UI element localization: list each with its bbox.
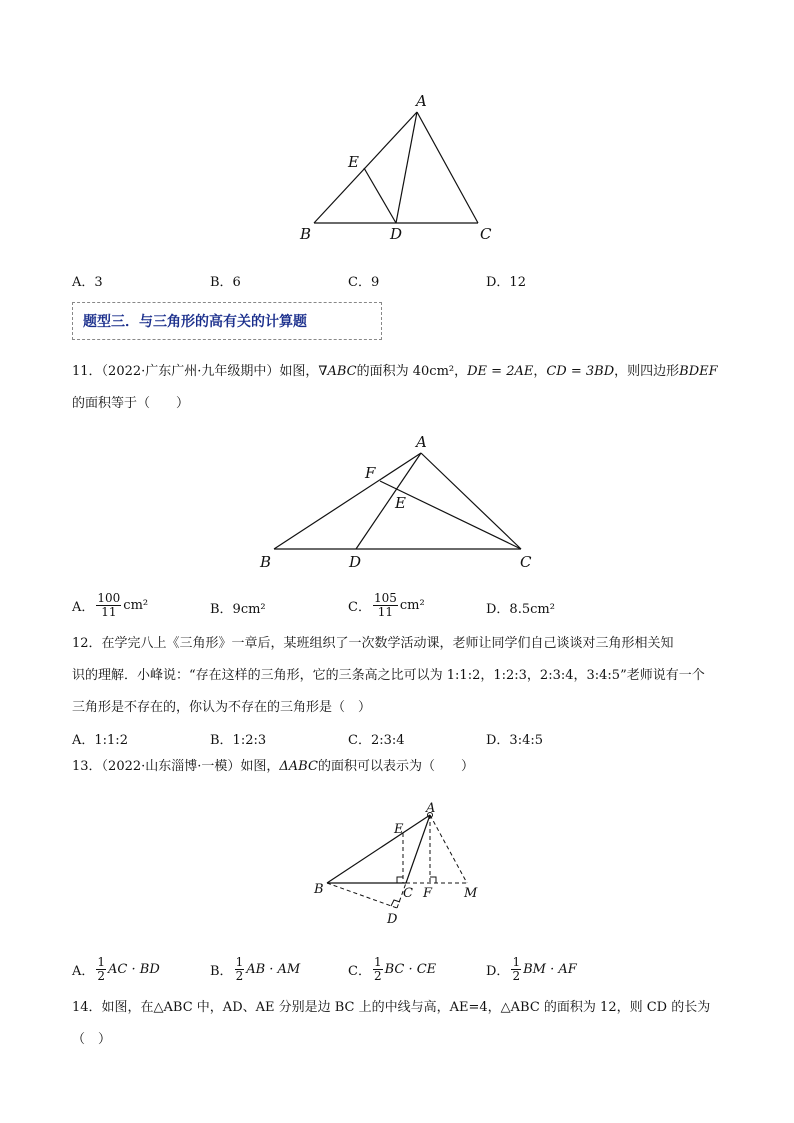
label-E: E	[348, 153, 359, 171]
q13-option-a[interactable]: A． $\frac{1}{2}$ AC · BD	[72, 955, 160, 983]
q11-option-d[interactable]: D．8.5cm²	[486, 602, 555, 617]
triangle-figure-1	[290, 90, 510, 250]
fraction: $\frac{1}{2}$	[235, 955, 244, 983]
q14-line-2: （ ）	[72, 1032, 112, 1047]
label-A: A	[416, 433, 427, 451]
q11-line-2: 的面积等于（ ）	[72, 396, 190, 411]
label-B: B	[300, 225, 312, 243]
label-B: B	[314, 882, 324, 897]
fraction: $\frac{105}{11}$	[373, 591, 397, 619]
label-C: C	[480, 225, 492, 243]
question-13	[72, 751, 732, 783]
fraction: $\frac{1}{2}$	[97, 955, 106, 983]
label-C: C	[520, 553, 532, 571]
q11-option-b[interactable]: B．9cm²	[210, 602, 266, 617]
q13-option-c[interactable]: C． $\frac{1}{2}$ BC · CE	[348, 955, 437, 983]
q11-option-a[interactable]: A． $\frac{100}{11}$ cm²	[72, 591, 149, 619]
q11-option-c[interactable]: C． $\frac{105}{11}$ cm²	[348, 591, 425, 619]
q12-option-c[interactable]: C．2:3:4	[348, 733, 405, 748]
q12-line-1: 12．在学完八上《三角形》一章后，某班组织了一次数学活动课，老师让同学们自己谈谈对三角形相关知	[72, 636, 674, 651]
label-E: E	[394, 822, 404, 837]
q13-option-b[interactable]: B． $\frac{1}{2}$ AB · AM	[210, 955, 301, 983]
q12-line-2: 识的理解．小峰说：“存在这样的三角形，它的三条高之比可以为 1:1:2，1:2:3，2:3:4，3:4:5”老师说有一个	[72, 668, 705, 683]
fraction: $\frac{1}{2}$	[512, 955, 521, 983]
question-12	[72, 628, 732, 724]
label-D: D	[349, 553, 362, 571]
q10-option-b[interactable]: B．6	[210, 275, 241, 290]
q13-options	[72, 956, 732, 986]
label-A: A	[416, 92, 427, 110]
label-E: E	[395, 494, 406, 512]
section-title: 题型三．与三角形的高有关的计算题	[83, 314, 307, 330]
label-C: C	[403, 886, 413, 901]
fraction: $\frac{1}{2}$	[373, 955, 382, 983]
label-D: D	[390, 225, 403, 243]
q12-line-3: 三角形是不存在的，你认为不存在的三角形是（ ）	[72, 700, 372, 715]
q10-options	[72, 271, 732, 297]
q13-line-1: 13．（2022·山东淄博·一模）如图，ΔABC的面积可以表示为（ ）	[72, 759, 474, 774]
question-14	[72, 992, 732, 1056]
fraction: $\frac{100}{11}$	[97, 591, 121, 619]
triangle-figure-2	[250, 430, 550, 580]
q11-line-1: 11．（2022·广东广州·九年级期中）如图，∇ABC的面积为 40cm²，DE = 2AE，CD = 3BD，则四边形BDEF	[72, 364, 718, 379]
q11-options	[72, 592, 732, 622]
section-title-box	[72, 302, 382, 340]
q10-option-a[interactable]: A．3	[72, 275, 103, 290]
question-11	[72, 356, 732, 420]
q14-line-1: 14．如图，在△ABC 中，AD、AE 分别是边 BC 上的中线与高，AE=4，△ABC 的面积为 12，则 CD 的长为	[72, 1000, 711, 1015]
q12-option-d[interactable]: D．3:4:5	[486, 733, 543, 748]
triangle-figure-3	[300, 800, 500, 932]
q12-option-a[interactable]: A．1:1:2	[72, 733, 128, 748]
q10-option-c[interactable]: C．9	[348, 275, 380, 290]
q13-option-d[interactable]: D． $\frac{1}{2}$ BM · AF	[486, 955, 577, 983]
label-F: F	[365, 464, 376, 482]
label-A: A	[426, 801, 436, 816]
label-D: D	[387, 912, 398, 927]
label-M: M	[464, 886, 478, 901]
label-F: F	[423, 886, 433, 901]
q10-option-d[interactable]: D．12	[486, 275, 526, 290]
label-B: B	[260, 553, 272, 571]
q12-option-b[interactable]: B．1:2:3	[210, 733, 267, 748]
